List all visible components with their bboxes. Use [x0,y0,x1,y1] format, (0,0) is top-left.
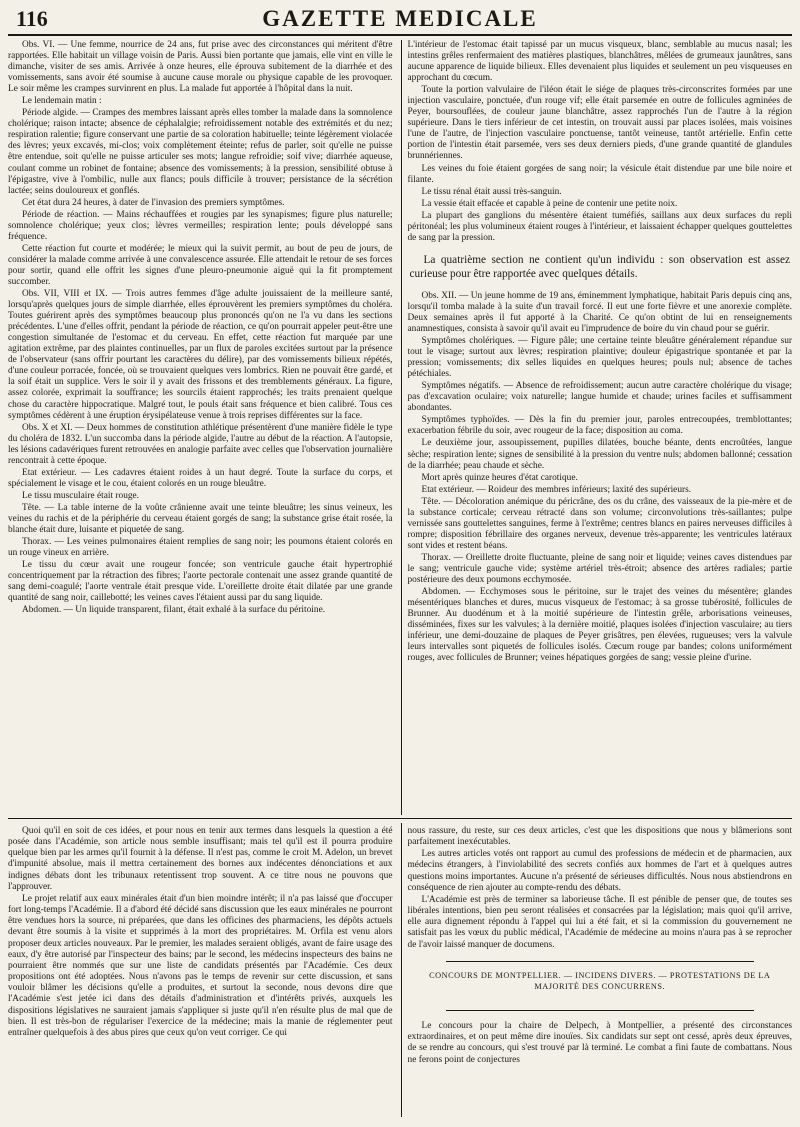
top-columns [8,40,792,815]
paragraph: nous rassure, du reste, sur ces deux articles, c'est que les dispositions que nous y blâmerions sont parfaitement inexécutables. [407,826,792,848]
paragraph: Toute la portion valvulaire de l'iléon était le siége de plaques très-circonscrites formées par une injection vasculaire, ponctuée, d'un rouge vif; elle était parsemée en outre de follicules agminées de Peyer, boursouflées, de couleur jaune blanchâtre, assez rapprochés l'un de l'autre à la région supérieure. Dans le tiers inférieur de cet intestin, on trouvait aussi par places isolées, mais voisines l'une de l'autre, de l'injection vasculaire ponctuense, tantôt veineuse, tantôt artérielle. Enfin cette portion de l'intestin était parsemée, vers ses deux derniers pieds, d'une grande quantité de glandules brunnériennes. [407,85,792,162]
paragraph: Période de réaction. — Mains réchauffées et rougies par les synapismes; figure plus naturelle; somnolence cholérique; yeux clos; lèvres vermeilles; respiration lente; pouls développé sans fréquence. [8,209,393,242]
paragraph: Quoi qu'il en soit de ces idées, et pour nous en tenir aux termes dans lesquels la question a été posée dans l'Académie, son article nous semble insuffisant; mais tel qu'il est il pourra produire quelque bien par les armes qu'il fournit à la défense. Il n'est pas, comme le croit M. Adelon, un brevet d'impunité absolue, mais il mettra certainement des bornes aux indécentes dénonciations et aux indignes débats dont les tribunaux retentissent trop souvent. A ce titre nous ne pouvons que l'approuver. [8,826,393,892]
paragraph: Les veines du foie étaient gorgées de sang noir; la vésicule était distendue par une bile noire et filante. [407,163,792,185]
page-number: 116 [16,6,48,31]
section-lead: La quatrième section ne contient qu'un individu : son observation est assez curieuse pour être rapportée avec quelques détails. [409,253,790,280]
bottom-columns [8,823,792,1117]
paragraph: L'intérieur de l'estomac était tapissé par un mucus visqueux, blanc, semblable au mucus nasal; les intestins grêles renfermaient des matières plastiques, blanchâtres, mêlées de grumeaux jaunâtres, sans aucune apparence de liquide bilieux. Elles devenaient plus liquides et seulement un peu visqueuses en approchant du cœcum. [407,40,792,84]
paragraph: La vessie était effacée et capable à peine de contenir une petite noix. [421,198,678,209]
paragraph: Le tissu musculaire était rouge. [22,490,140,501]
bottom-right-column [401,823,793,1117]
paragraph: Thorax. — Oreillette droite fluctuante, pleine de sang noir et liquide; veines caves distendues par le sang; ventricule gauche vide; système artériel très-étroit; absence des artères radiales; partie postérieure des deux poumons ecchymosée. [407,552,792,586]
newspaper-page [8,4,792,1117]
paragraph: Etat extérieur. — Roideur des membres inférieurs; laxité des supérieurs. [421,484,692,495]
paragraph: Le deuxième jour, assoupissement, pupilles dilatées, bouche béante, dents encroûtées, langue sèche; respiration lente; signes de sensibilité à la pression du ventre nuls; abdomen ballonné; cessation de la diarrhée; peau chaude et sèche. [407,438,792,471]
page-header [8,4,792,36]
paragraph: Symptômes typhoïdes. — Dès la fin du premier jour, paroles entrecoupées, tremblottantes; exacerbation fébrile du soir, avec rougeur de la face; disposition au coma. [407,415,792,437]
paragraph: Symptômes négatifs. — Absence de refroidissement; aucun autre caractère cholérique du visage; pas d'excavation oculaire; voix naturelle; langue humide et chaude; urines faciles et suffisamment abondantes. [407,381,792,414]
paragraph: Obs. XII. — Un jeune homme de 19 ans, éminemment lymphatique, habitait Paris depuis cinq ans, lorsqu'il tomba malade à la suite d'un travail forcé. Il eut une forte fièvre et une anorexie complète. Deux semaines après il fut apporté à la Charité. Ce qu'on obtint de lui en renseignements anamnestiques, consista à savoir qu'il avait eu l'imprudence de boire du vin chaud pour se guérir. [407,290,792,334]
paragraph: Abdomen. — Un liquide transparent, filant, était exhalé à la surface du péritoine. [22,605,326,616]
paragraph: Le tissu rénal était aussi très-sanguin. [421,186,562,197]
paragraph: Le projet relatif aux eaux minérales était d'un bien moindre intérêt; il n'a pas laissé que d'occuper fort long-temps l'Académie. Il a d'abord été décidé sans discussion que les eaux minérales ne pourront être vendues hors la source, ni préparées, que dans les officines des pharmaciens, les dépôts actuels devant être soumis à la visite et supprimés à la mort des propriétaires. M. Orfila est venu alors proposer deux articles nouveaux. Par le premier, les malades seraient obligés, avant de faire usage des eaux, d'y être autorisé par l'inspecteur des bains; par le second, les médecins inspecteurs des bains ne pourraient être nommés que sur une liste de candidats présentés par l'Académie. Ces deux propositions ont été adoptées. Nous n'avons pas le temps de revenir sur cette discussion, et sans vouloir blâmer les décisions qu'elle a produites, et surtout la seconde, nous devons dire que l'Académie s'est jetée ici dans des détails d'administration et d'intérêts privés, auxquels les dispositions législatives ne sauraient jamais s'appliquer si juste qu'il n'en résulte plus de mal que de bien. Il est très-bon de régulariser l'exercice de la médecine; mais la manie de réglementer peut entraîner quelquefois à des abus pires que ceux qu'on veut corriger. Ce qui [8,893,393,1038]
paragraph: Thorax. — Les veines pulmonaires étaient remplies de sang noir; les poumons étaient colorés en un rouge vineux en arrière. [8,537,393,559]
section-heading: CONCOURS DE MONTPELLIER. — INCIDENS DIVERS. — PROTESTATIONS DE LA MAJORITÉ DES CONCURRENS. [408,961,793,992]
paragraph: Abdomen. — Ecchymoses sous le péritoine, sur le trajet des veines du mésentère; glandes mésentériques blanches et dures, mucus visqueux de l'estomac; à sa grosse tubérosité, follicules de Brunner. Au duodénum et à la moitié supérieure de l'intestin grêle, arborisations veineuses, disséminées, fixes sur les valvules; à la dernière moitié, plaques isolées d'injection vasculaire; au tiers inférieur, une demi-douzaine de plaques de Peyer grisâtres, pen élevées, rugueuses; vers la valvule leurs intervalles sont piquetés de follicules isolés. Cœcum rouge par bandes; colons uniformément rouges, avec follicules de Brunner; veines hépatiques gorgées de sang; vessie pleine d'urine. [407,587,792,664]
paragraph: Période algide. — Crampes des membres laissant après elles tomber la malade dans la somnolence cholérique; raison intacte; absence de céphalalgie; refroidissement notable des extrémités et du nez; respiration ralentie; figure conservant une partie de sa coloration habituelle; teinte légèrement violacée des lèvres; yeux excavés, mi-clos; voix complètement éteinte; refus de parler, soit qu'elle ne puisse être entendue, soit qu'elle ne puisse articuler ses mots; langue refroidie; soif vive; diarrhée aqueuse, coulant comme un robinet de fontaine; absence des vomissements; à la pression, sensibilité obtuse à l'épigastre, vive à l'ombilic, nulle aux flancs; pouls difficile à trouver; persistance de la sécrétion lactée; seins douloureux et gonflés. [8,108,393,196]
separator [446,1010,754,1011]
paragraph: Obs. VI. — Une femme, nourrice de 24 ans, fut prise avec des circonstances qui méritent d'être rapportées. Elle habitait un village voisin de Paris. Aussi bien portante que jamais, elle vint en ville le dimanche, visiter de ses amis. Arrivée à onze heures, elle éprouva subitement de la diarrhée et des vomissements, sans avoir été soumise à aucune cause morale ou physique capable de les provoquer. Le soir même les crampes survinrent en plus. La malade fut apportée à l'hôpital dans la nuit. [8,40,393,95]
paragraph: Le concours pour la chaire de Delpech, à Montpellier, a présenté des circonstances extraordinaires, et on peut même dire inouïes. Six candidats sur sept ont cessé, après deux épreuves, de se rendre au concours, qui s'est trouvé par là terminé. Le combat a fini faute de combattans. Nous ne ferons point de conjectures [407,1021,792,1065]
paragraph: Symptômes cholériques. — Figure pâle; une certaine teinte bleuâtre généralement répandue sur tout le visage; surtout aux lèvres; respiration plaintive; douleur épigastrique spontanée et par la pression; vomissements; dix selles liquides en quelques heures; pouls nul; absence de taches pétéchiales. [407,336,792,380]
publication-title: GAZETTE MEDICALE [262,6,538,31]
paragraph: Le tissu du cœur avait une rougeur foncée; son ventricule gauche était hypertrophié concentriquement par la rétraction des fibres; l'aorte pectorale contenait une assez grande quantité de sang demi-coagulé; l'aorte ventrale était presque vide. L'oreillette droite était dilatée par une grande quantité de sang noir, caillebotté; les veines caves l'étaient aussi par du sang liquide. [8,560,393,604]
paragraph: Obs. VII, VIII et IX. — Trois autres femmes d'âge adulte jouissaient de la meilleure santé, lorsqu'après quelques jours de simple diarrhée, elles éprouvèrent les premiers symptômes du choléra. Toutes guérirent après des symptômes beaucoup plus prononcés qu'on ne l'a vu dans les sections précédentes. L'une d'elles offrit, pendant la période de réaction, ce qu'on pourrait appeler peut-être une congestion simultanée de l'estomac et du cerveau. En effet, cette réaction fut marquée par une agitation extrême, par des plaintes continuelles, par un flux de paroles excitées surtout par la présence de l'observateur (sans offrir pourtant les caractères du délire), par des vomissements bilieux répétés, d'une couleur porracée, foncée, où se trouvaient quelques vers lombrics. Rien ne pouvait être gardé, et la soif était un supplice. Vers le soir il y avait des frissons et des tremblements généraux. La figure, assez colorée, exprimait la souffrance; les sourcils étaient rapprochés; les traits prenaient quelque chose du caractère hippocratique. Malgré tout, le pouls était sans fréquence et bien calibré. Tous ces symptômes cédèrent à une éruption érysipélateuse venue à trois reprises différentes sur la face. [8,289,393,421]
paragraph: Tête. — La table interne de la voûte crânienne avait une teinte bleuâtre; les sinus veineux, les veines du rachis et de la périphérie du cerveau étaient gorgés de sang; la substance grise était rosée, la blanche était dure, luisante et piquetée de sang. [8,502,393,536]
paragraph: Tête. — Décoloration anémique du péricrâne, des os du crâne, des vaisseaux de la pie-mère et de la substance corticale; cerveau rétracté dans son volume; circonvolutions très-saillantes; pulpe vernissée sans gouttelettes sanguines, ferme à l'extrême; centres blancs en paires nerveuses difficiles à rompre; disposition fébrillaire des organes nerveux, devenue très-apparente; les ventricules latéraux sont vides et restent béans. [407,496,792,551]
top-left-column [8,40,393,815]
paragraph: La plupart des ganglions du mésentère étaient tuméfiés, saillans aux deux surfaces du repli péritonéal; les plus volumineux étaient rouges à l'intérieur, et laissaient échapper quelques gouttelettes de sang par la pression. [407,210,792,243]
paragraph: Les autres articles votés ont rapport au cumul des professions de médecin et de pharmacien, aux médecins étrangers, à l'inviolabilité des secrets confiés aux hommes de l'art et à quelques autres questions moins importantes. Aucune n'a présenté de sérieuses difficultés. Nous nous abstiendrons en conséquence de rien ajouter au compte-rendu des débats. [407,849,792,893]
paragraph: Obs. X et XI. — Deux hommes de constitution athlétique présentèrent d'une manière fidèle le type du choléra de 1832. L'un succomba dans la période algide, l'autre au début de la réaction. A l'autopsie, les lésions cadavériques furent retrouvées en analogie parfaite avec celles que l'observation journalière rencontrait à cette époque. [8,422,393,466]
paragraph: L'Académie est près de terminer sa laborieuse tâche. Il est pénible de penser que, de toutes ses libérales intentions, bien peu seront réalisées et consacrées par la législation; mais quoi qu'il arrive, elle aura dignement répondu à l'appel qui lui a été fait, et si la commission du gouvernement ne satisfait pas les vœux du public médical, l'Académie de médecine au moins n'aura pas à se reprocher de l'avoir laissé manquer de documens. [407,894,792,950]
horizontal-rule [8,818,792,819]
paragraph: Le lendemain matin : [22,96,102,107]
top-right-column [401,40,793,815]
paragraph: Cet état dura 24 heures, à dater de l'invasion des premiers symptômes. [22,197,285,208]
paragraph: Etat extérieur. — Les cadavres étaient roides à un haut degré. Toute la surface du corps, et spécialement le visage et le cou, étaient colorés en un rouge bleuâtre. [8,467,393,489]
bottom-left-column [8,823,393,1117]
paragraph: Mort après quinze heures d'état carotique. [421,472,578,483]
paragraph: Cette réaction fut courte et modérée; le mieux qui la suivit permit, au bout de peu de jours, de considérer la malade comme arrivée à une convalescence assurée. Elle attendait le retour de ses forces pour sortir, quand elle offrit les signes d'une pleuro-pneumonie aiguë qui la fit promptement succomber. [8,243,393,287]
